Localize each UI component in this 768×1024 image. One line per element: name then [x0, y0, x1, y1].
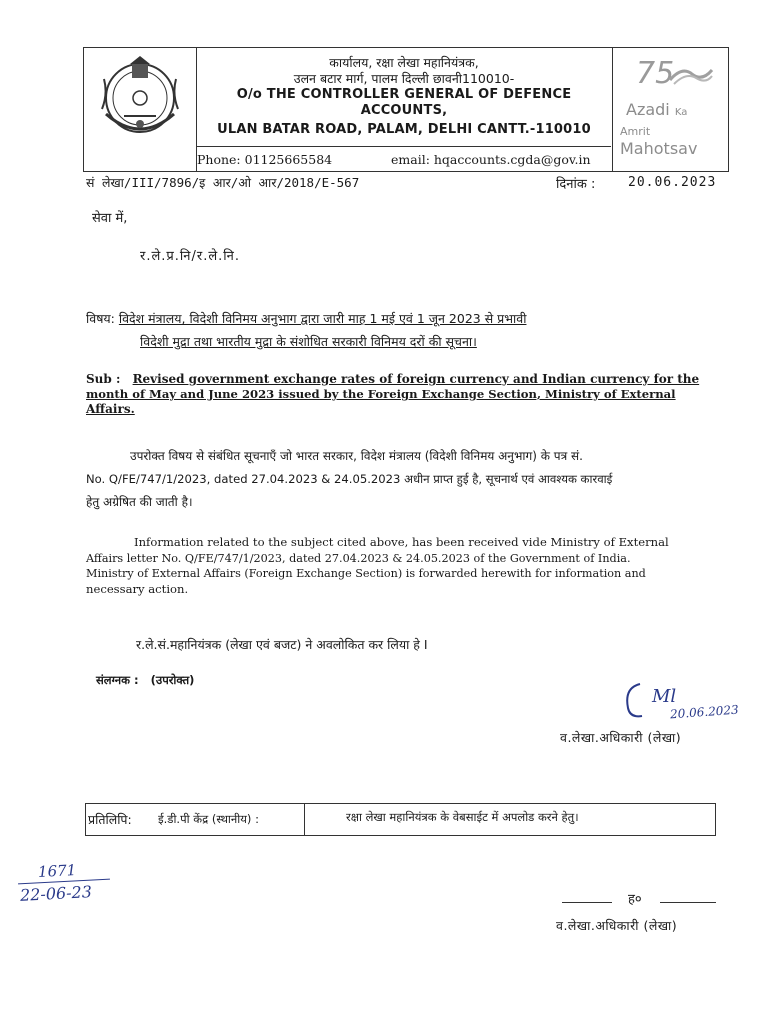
signature1-date: 20.06.2023: [669, 702, 740, 722]
signature2-line-left: [562, 902, 612, 903]
subject-english-line1: Revised government exchange rates of foreign currency and Indian currency for the: [132, 372, 700, 386]
salutation: सेवा में,: [92, 211, 128, 226]
reference-number: सं लेखा/III/7896/इ आर/ओ आर/2018/E-567: [86, 175, 360, 190]
azadi-logo-word4: Mahotsav: [620, 139, 698, 158]
para-hindi-line1: उपरोक्त विषय से संबंधित सूचनाएँ जो भारत सरकार, विदेश मंत्रालय (विदेशी विनिमय अनुभाग) के पत्र सं.: [130, 449, 583, 463]
letterhead-phone: Phone: 01125665584: [197, 152, 333, 167]
subject-english-line3: Affairs.: [86, 402, 135, 416]
para-english-line2: Affairs letter No. Q/FE/747/1/2023, dated 27.04.2023 & 24.05.2023 of the Government of India.: [86, 551, 631, 565]
addressee: र.ले.प्र.नि/र.ले.नि.: [140, 249, 240, 264]
handnote-date: 22-06-23: [19, 882, 93, 905]
azadi-logo-word1: Azadi: [626, 100, 670, 119]
signature2-mark: ह०: [628, 892, 642, 907]
subject-hindi-line1: विदेश मंत्रालय, विदेशी विनिमय अनुभाग द्वारा जारी माह 1 मई एवं 1 जून 2023 से प्रभावी: [118, 311, 527, 326]
copy-to-box: [85, 803, 716, 836]
subject-english-label: Sub :: [86, 372, 121, 386]
handnote-number: 1671: [37, 861, 77, 881]
signature1-initials: Ml: [652, 686, 677, 707]
letterhead-divider-right: [612, 48, 613, 171]
signature1-designation: व.लेखा.अधिकारी (लेखा): [560, 730, 682, 745]
letterhead-contact-divider: [196, 146, 611, 147]
subject-english-line2: month of May and June 2023 issued by the Foreign Exchange Section, Ministry of External: [86, 387, 676, 401]
enclosure-label: संलग्नक :: [96, 673, 139, 687]
flag-wave-icon: [668, 64, 714, 86]
signature2-designation: व.लेखा.अधिकारी (लेखा): [556, 918, 678, 933]
enclosure-value: (उपरोक्त): [150, 673, 195, 687]
subject-hindi-line2: विदेशी मुद्रा तथा भारतीय मुद्रा के संशोधित सरकारी विनिमय दरों की सूचना।: [140, 334, 477, 349]
date-value: 20.06.2023: [628, 175, 717, 190]
letterhead-english-line3: ULAN BATAR ROAD, PALAM, DELHI CANTT.-110010: [217, 122, 591, 137]
signature2-line-right: [660, 902, 716, 903]
para-english-line3: Ministry of External Affairs (Foreign Exchange Section) is forwarded herewith for information and: [86, 567, 646, 580]
azadi-logo-word2: Ka: [674, 107, 688, 118]
copy-box-divider: [304, 804, 305, 835]
letterhead-hindi-line2: उलन बटार मार्ग, पालम दिल्ली छावनी110010-: [293, 71, 515, 86]
azadi-logo-word3: Amrit: [620, 125, 651, 138]
azadi-ka-amrit-mahotsav-logo: [620, 56, 724, 158]
subject-hindi-label: विषय:: [86, 311, 115, 326]
para-english-line1: Information related to the subject cited above, has been received vide Ministry of External: [134, 535, 669, 549]
copy-recipient: ई.डी.पी केंद्र (स्थानीय) :: [158, 812, 259, 826]
date-label: दिनांक :: [556, 177, 596, 192]
para-english-line4: necessary action.: [86, 581, 189, 596]
para-hindi-line3: हेतु अग्रेषित की जाती है।: [86, 495, 193, 509]
letterhead: [83, 47, 729, 172]
seen-note: र.ले.सं.महानियंत्रक (लेखा एवं बजट) ने अवलोकित कर लिया हे I: [136, 637, 428, 652]
para-hindi-line2: No. Q/FE/747/1/2023, dated 27.04.2023 & 24.05.2023 अधीन प्राप्त हुई है, सूचनार्थ एवं आवश्यक कारवाई: [86, 472, 613, 486]
letterhead-english-line1: O/o THE CONTROLLER GENERAL OF DEFENCE: [236, 87, 572, 102]
cgda-emblem-icon: [94, 54, 186, 142]
letterhead-english-line2: ACCOUNTS,: [360, 103, 448, 118]
copy-label: प्रतिलिपि:: [88, 812, 132, 827]
azadi-logo-75: 75: [636, 56, 675, 91]
letterhead-hindi-line1: कार्यालय, रक्षा लेखा महानियंत्रक,: [329, 55, 479, 70]
copy-purpose: रक्षा लेखा महानियंत्रक के वेबसाईट में अपलोड करने हेतु।: [346, 810, 579, 824]
letterhead-email: email: hqaccounts.cgda@gov.in: [391, 152, 591, 167]
